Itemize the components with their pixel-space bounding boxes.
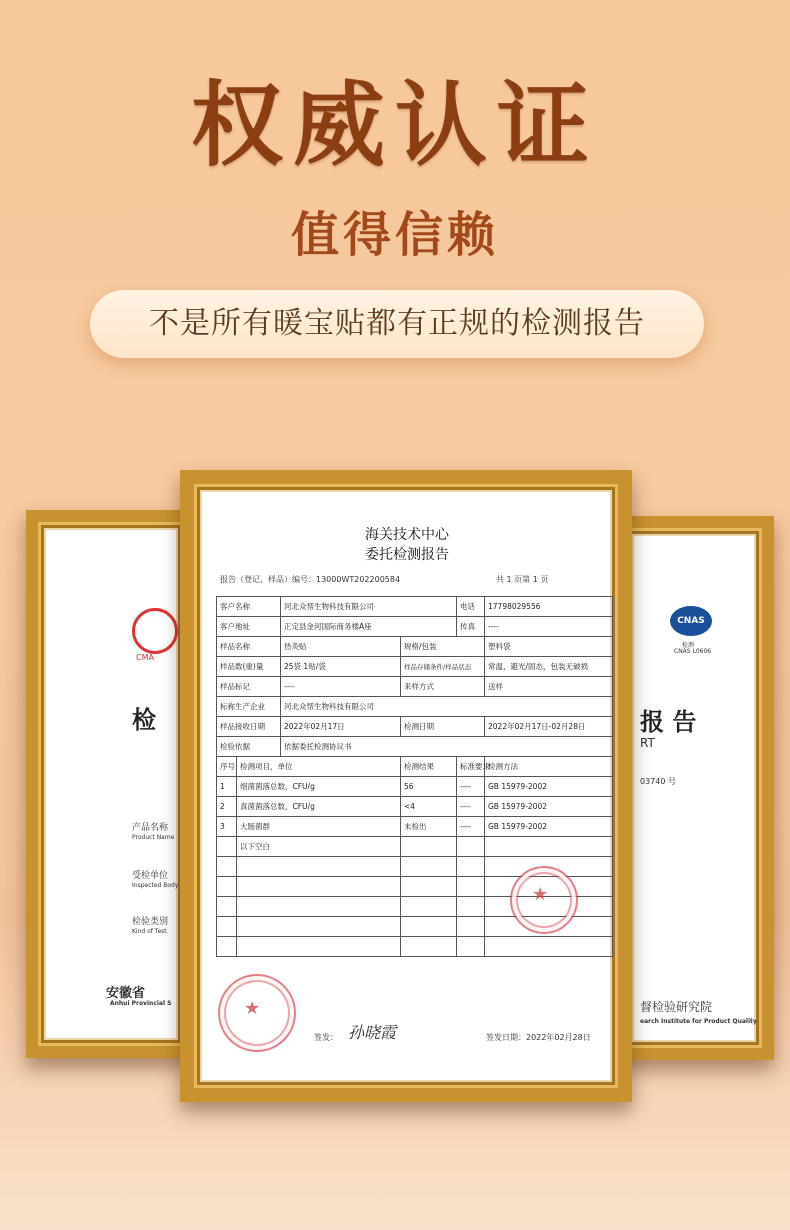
- product-label: 产品名称: [132, 823, 169, 833]
- right-certificate: [632, 534, 756, 1042]
- tagline-text: 不是所有暖宝贴都有正规的检测报告: [149, 306, 645, 341]
- table-row: 2 真菌菌落总数，CFU/g <4 ---- GB 15979-2002: [217, 797, 613, 817]
- table-row: 以下空白: [217, 837, 613, 857]
- product-en: Product Name: [132, 834, 175, 841]
- report-pages: 共 1 页第 1 页: [496, 575, 549, 584]
- cnas-logo-icon: CNAS: [670, 606, 712, 636]
- right-institute: 督检验研究院: [640, 1000, 713, 1014]
- table-row: 样品数(重)量 25袋 1贴/袋 样品存储条件/样品状态 常温，避光/固态，包装无破损: [217, 657, 613, 677]
- table-row: 标称生产企业 河北众帮生物科技有限公司: [217, 697, 613, 717]
- page-title: 权威认证: [190, 72, 599, 179]
- report-doc-type: 委托检测报告: [365, 547, 449, 563]
- table-row: 样品名称 热灸贴 规格/包装 塑料袋: [217, 637, 613, 657]
- stamp-star-icon: ★: [532, 884, 549, 905]
- right-report-suffix: RT: [640, 736, 655, 750]
- left-institute: 安徽省: [106, 986, 146, 1001]
- cnas-logo-sub: 检测: [682, 642, 695, 649]
- kind-label: 检验类别: [132, 917, 169, 927]
- table-row: 检验依据 依据委托检测协议书: [217, 737, 613, 757]
- left-big-char: 检: [132, 706, 156, 734]
- report-number: 报告（登记、样品）编号：13000WT202200584: [220, 575, 401, 584]
- cma-logo-icon: [132, 608, 178, 654]
- right-institute-en: earch Institute for Product Quality: [640, 1018, 757, 1025]
- report-org: 海关技术中心: [365, 527, 449, 543]
- table-row: 客户名称 河北众帮生物科技有限公司 电话 17798029556: [217, 597, 613, 617]
- inspected-en: Inspected Body: [132, 882, 179, 889]
- inspected-label: 受检单位: [132, 871, 169, 881]
- page-subtitle: 值得信赖: [290, 207, 499, 263]
- tagline-pill: [90, 290, 704, 358]
- table-header-row: 序号 检测项目，单位 检测结果 标准要求 检测方法: [217, 757, 613, 777]
- left-certificate: [44, 528, 178, 1040]
- left-institute-en: Anhui Provincial S: [110, 1000, 172, 1007]
- test-report: [200, 490, 612, 1082]
- center-certificate-frame: [180, 470, 632, 1102]
- table-row: 3 大肠菌群 未检出 ---- GB 15979-2002: [217, 817, 613, 837]
- right-big-text: 报 告: [640, 708, 697, 736]
- table-row: 客户地址 正定县金河国际商务楼A座 传真 ----: [217, 617, 613, 637]
- sign-label: 签发：: [314, 1033, 338, 1042]
- right-certificate-frame: [614, 516, 774, 1060]
- stamp-star-icon: ★: [244, 998, 261, 1019]
- table-row: 样品接收日期 2022年02月17日 检测日期 2022年02月17日-02月28日: [217, 717, 613, 737]
- cma-logo-text: CMA: [136, 653, 154, 662]
- cnas-logo-code: CNAS L0606: [674, 648, 712, 655]
- table-row: 1 细菌菌落总数，CFU/g 56 ---- GB 15979-2002: [217, 777, 613, 797]
- table-row: 样品标记 ---- 来样方式 送样: [217, 677, 613, 697]
- right-number: 03740 号: [640, 777, 676, 786]
- sign-date: 签发日期：2022年02月28日: [486, 1033, 591, 1042]
- kind-en: Kind of Test: [132, 928, 167, 935]
- left-certificate-frame: [26, 510, 196, 1058]
- signature: 孙晓霞: [348, 1023, 397, 1042]
